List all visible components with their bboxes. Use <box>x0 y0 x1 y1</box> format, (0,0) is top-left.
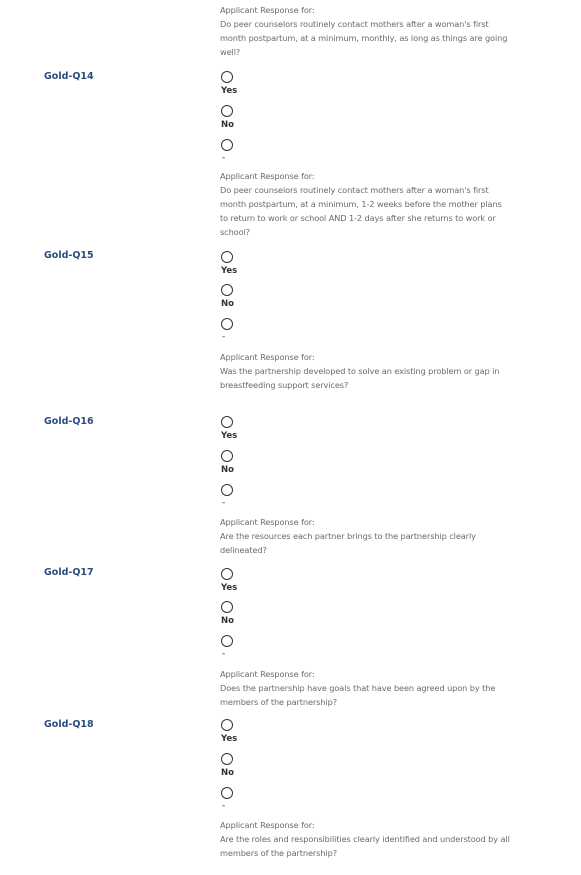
radio-blank-q17[interactable] <box>221 635 233 647</box>
response-heading: Applicant Response for: <box>220 517 315 527</box>
option-label-blank: - <box>222 153 226 163</box>
applicant-response-q17 <box>220 667 510 709</box>
option-label-no: No <box>221 120 234 130</box>
option-label-yes: Yes <box>221 431 238 441</box>
response-heading: Applicant Response for: <box>220 5 315 15</box>
response-heading: Applicant Response for: <box>220 171 315 181</box>
radio-no-q16[interactable] <box>221 450 233 462</box>
question-id-gold-q14: Gold-Q14 <box>44 71 94 82</box>
radio-yes-q15[interactable] <box>221 251 233 263</box>
option-label-yes: Yes <box>221 86 238 96</box>
option-label-no: No <box>221 465 234 475</box>
option-label-blank: - <box>222 801 226 811</box>
question-id-gold-q17: Gold-Q17 <box>44 567 94 578</box>
radio-yes-q17[interactable] <box>221 568 233 580</box>
response-question-text: Are the roles and responsibilities clearly identified and understood by all members of the partnership? <box>220 834 510 858</box>
radio-yes-q14[interactable] <box>221 71 233 83</box>
option-label-blank: - <box>222 332 226 342</box>
question-id-gold-q15: Gold-Q15 <box>44 250 94 261</box>
response-question-text: Do peer counselors routinely contact mothers after a woman's first month postpartum, at a minimum, monthly, as long as things are going well? <box>220 19 508 57</box>
response-question-text: Are the resources each partner brings to the partnership clearly delineated? <box>220 531 476 555</box>
option-label-blank: - <box>222 498 226 508</box>
option-label-yes: Yes <box>221 266 238 276</box>
radio-no-q18[interactable] <box>221 753 233 765</box>
radio-yes-q16[interactable] <box>221 416 233 428</box>
option-label-no: No <box>221 616 234 626</box>
radio-blank-q18[interactable] <box>221 787 233 799</box>
radio-blank-q16[interactable] <box>221 484 233 496</box>
radio-no-q17[interactable] <box>221 601 233 613</box>
question-id-gold-q16: Gold-Q16 <box>44 416 94 427</box>
question-id-gold-q18: Gold-Q18 <box>44 719 94 730</box>
response-question-text: Was the partnership developed to solve an existing problem or gap in breastfeeding support services? <box>220 366 500 390</box>
radio-blank-q15[interactable] <box>221 318 233 330</box>
response-heading: Applicant Response for: <box>220 820 315 830</box>
response-question-text: Does the partnership have goals that have been agreed upon by the members of the partnership? <box>220 683 496 707</box>
option-label-no: No <box>221 768 234 778</box>
radio-no-q14[interactable] <box>221 105 233 117</box>
option-label-yes: Yes <box>221 734 238 744</box>
applicant-response-top <box>220 3 510 59</box>
applicant-response-q14 <box>220 169 510 239</box>
option-label-no: No <box>221 299 234 309</box>
radio-yes-q18[interactable] <box>221 719 233 731</box>
radio-no-q15[interactable] <box>221 284 233 296</box>
response-heading: Applicant Response for: <box>220 352 315 362</box>
applicant-response-q16 <box>220 515 510 557</box>
response-question-text: Do peer counselors routinely contact mothers after a woman's first month postpartum, at a minimum, 1-2 weeks before the mother plans to return to work or school AND 1-2 days after she returns to work or school? <box>220 185 502 237</box>
applicant-response-q15 <box>220 350 510 392</box>
option-label-blank: - <box>222 649 226 659</box>
applicant-response-q18 <box>220 818 510 860</box>
response-heading: Applicant Response for: <box>220 669 315 679</box>
radio-blank-q14[interactable] <box>221 139 233 151</box>
option-label-yes: Yes <box>221 583 238 593</box>
